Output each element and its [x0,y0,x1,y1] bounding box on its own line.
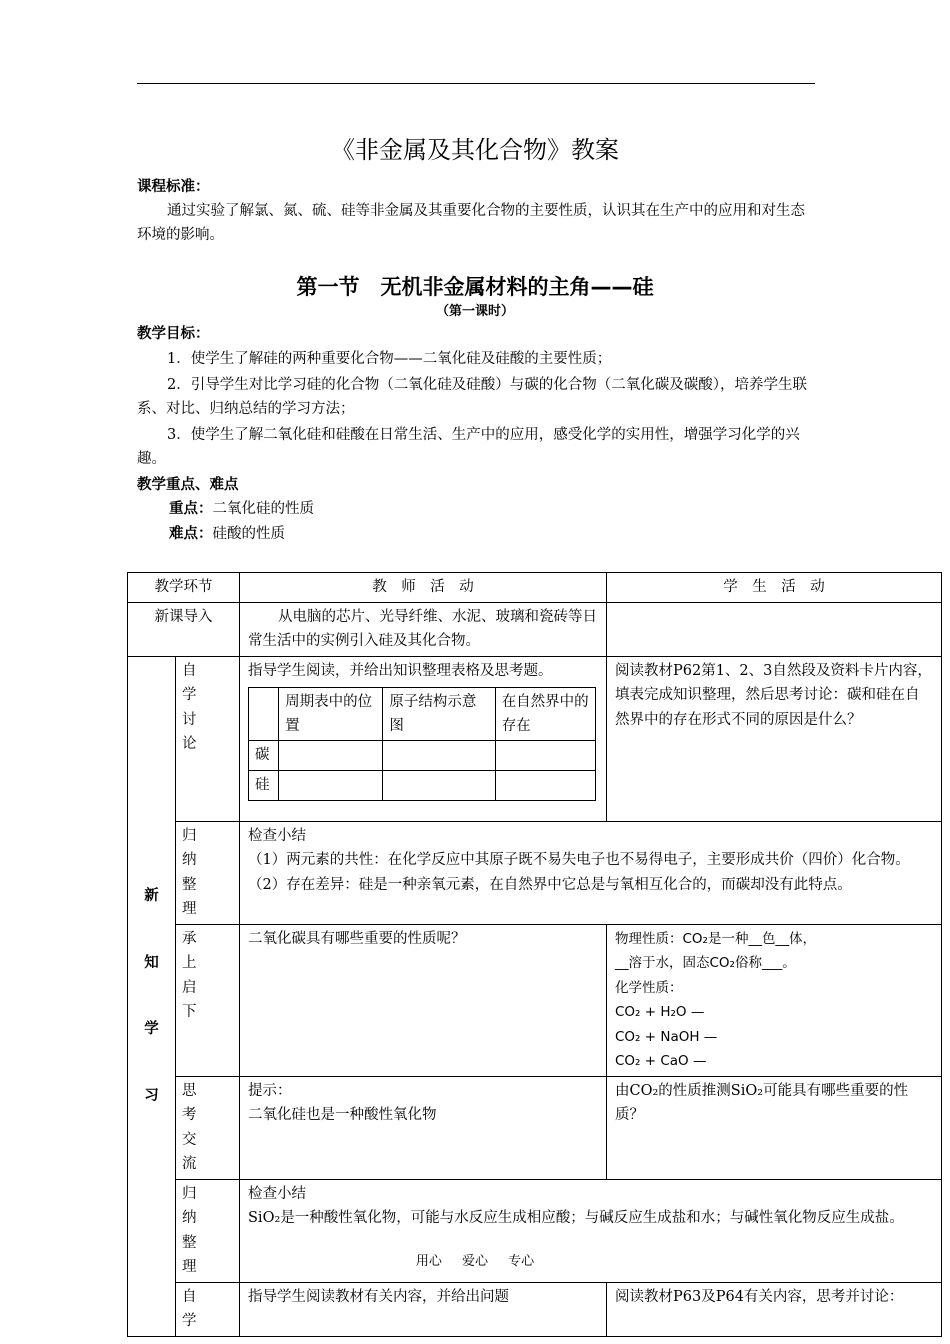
inner-blank-cell[interactable] [495,741,595,771]
inner-header: 原子结构示意图 [383,688,495,741]
inner-row [249,741,596,771]
footer-word: 专心 [508,1254,535,1269]
header-student: 学 生 活 动 [607,573,942,603]
stage-cell: 归纳整理 [176,1179,240,1282]
lesson-table [127,572,942,1337]
footer-word: 爱心 [461,1254,488,1269]
student-cell: 阅读教材P62第1、2、3自然段及资料卡片内容，填表完成知识整理，然后思考讨论：碳和硅在自然界中的存在形式不同的原因是什么？ [607,656,942,821]
stage-cell: 归纳整理 [176,821,240,924]
section-heading: 第一节 无机非金属材料的主角——硅 [296,275,654,299]
teacher-cell: 二氧化碳具有哪些重要的性质呢？ [240,924,607,1076]
document-title: 《非金属及其化合物》教案 [331,136,619,164]
stage-cell: 自学讨论 [176,656,240,821]
page-footer [0,1250,950,1269]
focus-label: 教学重点、难点 [137,477,239,493]
standard-text: 通过实验了解氯、氮、硫、硅等非金属及其重要化合物的主要性质，认识其在生产中的应用和对生态环境的影响。 [137,203,805,243]
inner-blank-cell[interactable] [383,741,495,771]
student-cell: 由CO₂的性质推测SiO₂可能具有哪些重要的性质？ [607,1076,942,1179]
hard-point-label: 难点： [169,526,213,542]
student-cell [607,602,942,656]
summary-cell: 检查小结 SiO₂是一种酸性氧化物，可能与水反应生成相应酸；与碱反应生成盐和水；与碱性氧化物反应生成盐。 [240,1179,942,1282]
table-row [128,1076,942,1179]
summary-cell: 检查小结 （1）两元素的共性：在化学反应中其原子既不易失电子也不易得电子，主要形成共价（四价）化合物。 （2）存在差异：硅是一种亲氧元素，在自然界中它总是与氧相互化合的，而碳却没有此特点。 [240,821,942,924]
inner-row [249,771,596,801]
footer-word: 用心 [415,1254,442,1269]
student-cell: 物理性质：CO₂是一种__色__体， __溶于水，固态CO₂俗称___。 化学性质： CO₂ + H₂O — CO₂ + NaOH — CO₂ + CaO — [607,924,942,1076]
table-header-row [128,573,942,603]
hard-point [137,522,817,546]
teacher-cell: 指导学生阅读教材有关内容，并给出问题 [240,1282,607,1336]
table-row [128,602,942,656]
section-subheading: （第一课时） [435,304,514,319]
table-row [128,656,942,821]
knowledge-table [248,687,596,801]
table-row [128,1282,942,1336]
inner-blank-cell[interactable] [279,771,383,801]
stage-cell: 思考交流 [176,1076,240,1179]
hard-point-text: 硅酸的性质 [212,526,285,542]
stage-cell: 承上启下 [176,924,240,1076]
inner-blank-cell[interactable] [383,771,495,801]
stage-cell: 自学 [176,1282,240,1336]
teacher-cell: 提示： 二氧化硅也是一种酸性氧化物 [240,1076,607,1179]
inner-blank-cell[interactable] [279,741,383,771]
teacher-cell: 指导学生阅读，并给出知识整理表格及思考题。 周期表中的位置 原子结构示意图 在自然界中的存在 碳 硅 [240,656,607,821]
inner-header: 在自然界中的存在 [495,688,595,741]
key-point-label: 重点： [169,501,213,517]
inner-row-label: 碳 [249,741,279,771]
inner-header [249,688,279,741]
teacher-cell: 从电脑的芯片、光导纤维、水泥、玻璃和瓷砖等日常生活中的实例引入硅及其化合物。 [240,602,607,656]
key-point-text: 二氧化硅的性质 [212,501,314,517]
goal-item: 1．使学生了解硅的两种重要化合物——二氧化硅及硅酸的主要性质； [167,351,612,367]
inner-row-label: 硅 [249,771,279,801]
key-point [137,497,817,521]
header-stage: 教学环节 [128,573,240,603]
header-teacher: 教 师 活 动 [240,573,607,603]
goals-label: 教学目标： [137,326,210,342]
student-cell: 阅读教材P63及P64有关内容，思考并讨论： [607,1282,942,1336]
goal-item: 2．引导学生对比学习硅的化合物（二氧化硅及硅酸）与碳的化合物（二氧化碳及碳酸），培养学生联系、对比、归纳总结的学习方法； [137,377,807,417]
inner-header: 周期表中的位置 [279,688,383,741]
side-label-new-knowledge: 新 知 学 习 [128,656,176,1336]
standard-label: 课程标准： [137,179,210,195]
table-row [128,821,942,924]
header-rule [137,83,815,84]
inner-blank-cell[interactable] [495,771,595,801]
table-row [128,924,942,1076]
stage-cell: 新课导入 [128,602,240,656]
goal-item: 3．使学生了解二氧化硅和硅酸在日常生活、生产中的应用，感受化学的实用性，增强学习化学的兴趣。 [137,427,800,467]
